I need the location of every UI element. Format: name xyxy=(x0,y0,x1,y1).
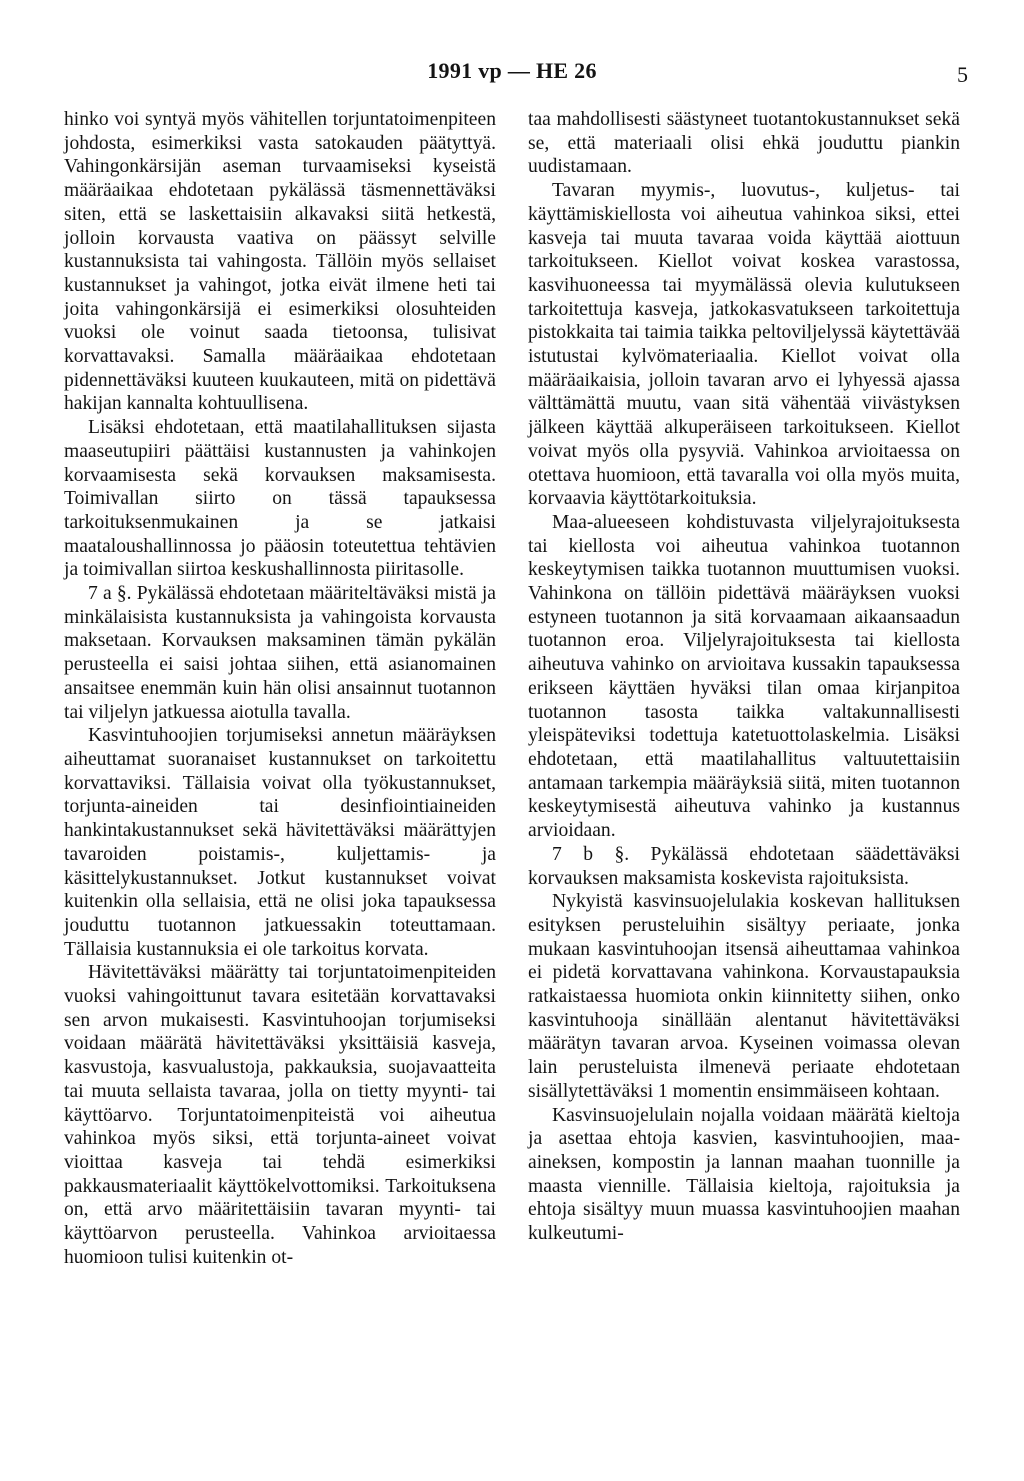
page-header xyxy=(0,58,1024,98)
paragraph: Nykyistä kasvinsuojelulakia koskevan hallituksen esityksen perusteluihin sisältyy periaate, jonka mukaan kasvintuhoojan itsensä aiheuttamaa vahinkoa ei pidetä korvattavana vahinkona. Korvaustapauksia ratkaistaessa huomiota onkin kiinnitetty siihen, onko kasvintuhooja sinällään alentanut hävitettäväksi määrätyn tavaran arvoa. Kyseinen voimassa olevan lain perusteluista ilmenevä periaate ehdotetaan sisällytettäväksi 1 momentin ensimmäiseen kohtaan. xyxy=(528,891,960,1102)
page-number: 5 xyxy=(957,62,968,87)
paragraph: Kasvintuhoojien torjumiseksi annetun määräyksen aiheuttamat suoranaiset kustannukset on tarkoitettu korvattaviksi. Tällaisia voivat olla työkustannukset, torjunta-aineiden tai desinfiointiaineiden hankintakustannukset sekä hävitettäväksi määrättyjen tavaroiden poistamis-, kuljettamis- ja käsittelykustannukset. Jotkut kustannukset voivat kuitenkin olla sellaisia, että ne olisi joka tapauksessa jouduttu tuotannon jatkuessakin toteuttamaan. Tällaisia kustannuksia ei ole tarkoitus korvata. xyxy=(64,725,496,960)
right-column xyxy=(528,108,960,1246)
paragraph: taa mahdollisesti säästyneet tuotantokustannukset sekä se, että materiaali olisi ehkä jouduttu piankin uudistamaan. xyxy=(528,109,960,178)
paragraph: Kasvinsuojelulain nojalla voidaan määrätä kieltoja ja asettaa ehtoja kasvien, kasvintuhoojien, maa-aineksen, kompostin ja lannan maahan tuonnille ja maasta viennille. Tällaisia kieltoja, rajoituksia ja ehtoja sisältyy muun muassa kasvintuhoojien maahan kulkeutumi- xyxy=(528,1104,960,1245)
left-column xyxy=(64,108,496,1269)
paragraph: hinko voi syntyä myös vähitellen torjuntatoimenpiteen johdosta, esimerkiksi vasta satokauden päätyttyä. Vahingonkärsijän aseman turvaamiseksi kyseistä määräaikaa ehdotetaan pykälässä täsmennettäväksi siten, että se laskettaisiin alkavaksi siitä hetkestä, jolloin korvausta vaativa on päässyt selville kustannuksista tai vahingosta. Tällöin myös sellaiset kustannukset ja vahingot, jotka eivät ilmene heti tai joita vahingonkärsijä ei esimerkiksi olosuhteiden vuoksi ole voinut saada tietoonsa, tulisivat korvattavaksi. Samalla määräaikaa ehdotetaan pidennettäväksi kuuteen kuukauteen, mitä on pidettävä hakijan kannalta kohtuullisena. xyxy=(64,109,496,415)
paragraph: 7 a §. Pykälässä ehdotetaan määriteltäväksi mistä ja minkälaisista kustannuksista ja vahingoista korvausta maksetaan. Korvauksen maksaminen tämän pykälän perusteella ei saisi johtaa siihen, että asianomainen ansaitsee enemmän kuin hän olisi ansainnut tuotannon tai viljelyn jatkuessa aiotulla tavalla. xyxy=(64,583,496,723)
paragraph: Maa-alueeseen kohdistuvasta viljelyrajoituksesta tai kiellosta voi aiheutua vahinkoa tuotannon keskeytymisen taikka tuotannon muuttumisen vuoksi. Vahinkona on tällöin pidettävä määräyksen vuoksi estyneen tuotannon ja sitä korvaamaan aikaansaadun tuotannon eroa. Viljelyrajoituksesta tai kiellosta aiheutuva vahinko on arvioitava kussakin tapauksessa erikseen käyttäen hyväksi tilan omaa kirjanpitoa tuotannon tasosta taikka valtakunnallisesti yleispäteviksi todettuja katetuottolaskelmia. Lisäksi ehdotetaan, että maatilahallitus valtuutettaisiin antamaan tarkempia määräyksiä siitä, miten tuotannon keskeytymisestä aiheutuva vahinko ja kustannus arvioidaan. xyxy=(528,511,960,842)
paragraph: Hävitettäväksi määrätty tai torjuntatoimenpiteiden vuoksi vahingoittunut tavara esitetään korvattavaksi sen arvon mukaisesti. Kasvintuhoojan torjumiseksi voidaan määrätä hävitettäväksi yksittäisiä kasveja, kasvustoja, kasvualustoja, pakkauksia, suojavaatteita tai muuta sellaista tavaraa, jolla on tietty myynti- tai käyttöarvo. Torjuntatoimenpiteistä voi aiheutua vahinkoa myös siksi, että torjunta-aineet voivat vioittaa kasveja tai tehdä esimerkiksi pakkausmateriaalit käyttökelvottomiksi. Tarkoituksena on, että arvo määritettäisiin tavaran myynti- tai käyttöarvon perusteella. Vahinkoa arvioitaessa huomioon tulisi kuitenkin ot- xyxy=(64,962,496,1268)
paragraph: Tavaran myymis-, luovutus-, kuljetus- tai käyttämiskiellosta voi aiheutua vahinkoa siksi, ettei kasveja tai muuta tavaraa voida käyttää aiottuun tarkoitukseen. Kiellot voivat koskea varastossa, kasvihuoneessa tai myymälässä olevia kulutukseen tarkoitettuja kasveja, jatkokasvatukseen tarkoitettuja pistokkaita tai taimia taikka peltoviljelyssä käytettävää istutustai kylvömateriaalia. Kiellot voivat olla määräaikaisia, jolloin tavaran arvo ei lyhyessä ajassa välttämättä muutu, vaan sitä vähentää viivästyksen jälkeen käyttää alkuperäiseen tarkoitukseen. Kiellot voivat myös olla pysyviä. Vahinkoa arvioitaessa on otettava huomioon, että tavaralla voi olla myös muita, korvaavia käyttötarkoituksia. xyxy=(528,180,960,510)
document-title: 1991 vp — HE 26 xyxy=(427,58,597,83)
paragraph: Lisäksi ehdotetaan, että maatilahallituksen sijasta maaseutupiiri päättäisi kustannusten ja vahinkojen korvaamisesta sekä korvauksen maksamisesta. Toimivallan siirto on tässä tapauksessa tarkoituksenmukainen ja se jatkaisi maataloushallinnossa jo pääosin toteutettua tehtävien ja toimivallan siirtoa keskushallinnosta piiritasolle. xyxy=(64,417,496,581)
paragraph: 7 b §. Pykälässä ehdotetaan säädettäväksi korvauksen maksamista koskevista rajoituksista. xyxy=(528,843,960,889)
